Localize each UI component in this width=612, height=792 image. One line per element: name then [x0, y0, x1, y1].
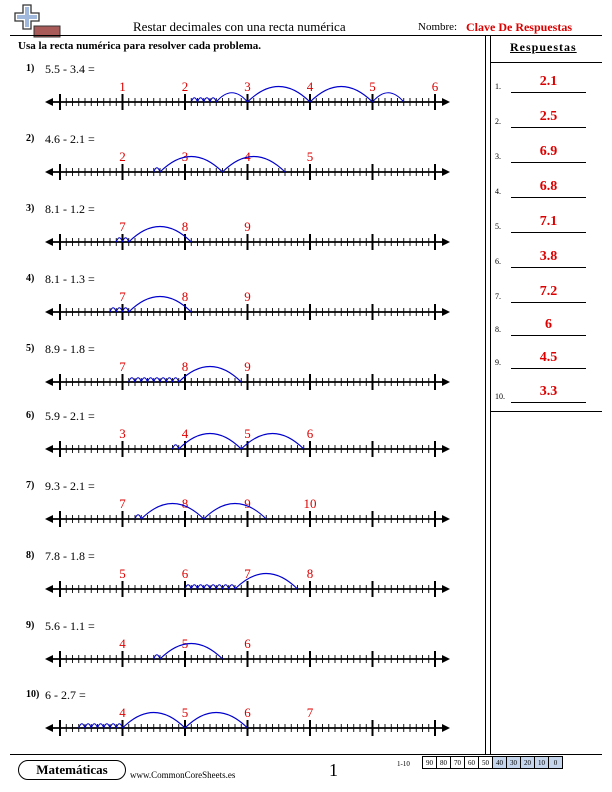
answer-value: 7.2 [539, 284, 558, 299]
problem-expression: 8.1 - 1.3 = [45, 272, 95, 286]
axis-arrow-right [442, 98, 450, 106]
subject-badge: Matemáticas [18, 760, 126, 780]
number-line [0, 549, 485, 609]
number-line [0, 132, 485, 192]
axis-arrow-left [45, 515, 53, 523]
answer-value: 2.5 [539, 109, 558, 124]
number-line [0, 272, 485, 332]
score-cell: 80 [437, 757, 451, 769]
answer-number: 9. [495, 358, 501, 367]
answer-row [491, 74, 602, 94]
problem-expression: 5.6 - 1.1 = [45, 619, 95, 633]
answer-line [511, 92, 586, 93]
logo-icon [14, 4, 62, 38]
problem-6 [0, 409, 485, 479]
score-cell: 0 [549, 757, 563, 769]
answer-line [511, 197, 586, 198]
tick-label: 7 [306, 705, 314, 720]
problem-9 [0, 619, 485, 689]
answer-row [491, 350, 602, 370]
tick-label: 2 [181, 79, 189, 94]
problem-number: 7) [26, 480, 35, 491]
problem-8 [0, 549, 485, 619]
number-line [0, 409, 485, 469]
tick-label: 5 [244, 426, 251, 441]
tick-label: 7 [119, 359, 126, 374]
page-number: 1 [329, 760, 338, 780]
axis-arrow-right [442, 308, 450, 316]
axis-arrow-left [45, 378, 53, 386]
axis-arrow-right [442, 585, 450, 593]
tick-label: 3 [119, 426, 126, 441]
answer-row [491, 249, 602, 269]
answer-number: 4. [495, 187, 501, 196]
tick-label: 8 [181, 219, 189, 234]
answer-line [511, 232, 586, 233]
axis-arrow-left [45, 308, 53, 316]
answer-row [491, 179, 602, 199]
answer-value: 3.8 [539, 249, 558, 264]
problem-number: 2) [26, 133, 35, 144]
score-cell: 90 [423, 757, 437, 769]
answer-row [491, 317, 602, 337]
problem-number: 5) [26, 343, 35, 354]
tick-label: 7 [119, 289, 126, 304]
tick-label: 3 [244, 79, 251, 94]
problem-10 [0, 688, 485, 758]
score-table [422, 756, 563, 769]
problem-number: 6) [26, 410, 35, 421]
number-line [0, 619, 485, 679]
axis-arrow-left [45, 98, 53, 106]
problem-expression: 5.9 - 2.1 = [45, 409, 95, 423]
tick-label: 8 [181, 289, 189, 304]
answer-line [511, 127, 586, 128]
number-line [0, 202, 485, 262]
tick-label: 6 [244, 705, 251, 720]
answer-value: 2.1 [539, 74, 558, 89]
answer-row [491, 384, 602, 404]
tick-label: 4 [119, 636, 126, 651]
axis-arrow-right [442, 655, 450, 663]
problem-expression: 7.8 - 1.8 = [45, 549, 95, 563]
answer-line [511, 368, 586, 369]
problem-2 [0, 132, 485, 202]
axis-arrow-right [442, 238, 450, 246]
answer-number: 1. [495, 82, 501, 91]
worksheet-title: Restar decimales con una recta numérica [133, 19, 346, 34]
tick-label: 7 [119, 496, 126, 511]
axis-arrow-right [442, 445, 450, 453]
problem-expression: 8.1 - 1.2 = [45, 202, 95, 216]
axis-arrow-right [442, 515, 450, 523]
answer-value: 6.8 [539, 179, 558, 194]
problem-number: 10) [26, 689, 40, 700]
problem-4 [0, 272, 485, 342]
answer-value: 6 [545, 317, 552, 332]
tick-label: 4 [119, 705, 126, 720]
tick-label: 5 [181, 636, 189, 651]
problem-expression: 6 - 2.7 = [45, 688, 86, 702]
tick-label: 6 [306, 426, 314, 441]
answer-value: 4.5 [539, 350, 558, 365]
tick-label: 9 [244, 219, 251, 234]
tick-label: 5 [181, 705, 189, 720]
answer-row [491, 284, 602, 304]
answers-title: Respuestas [510, 40, 577, 54]
instruction-text: Usa la recta numérica para resolver cada problema. [18, 40, 261, 52]
tick-label: 5 [306, 149, 314, 164]
answer-row [491, 214, 602, 234]
axis-arrow-right [442, 378, 450, 386]
score-cell: 70 [451, 757, 465, 769]
score-cell: 40 [493, 757, 507, 769]
name-label: Nombre: [418, 21, 458, 33]
answer-number: 7. [495, 292, 501, 301]
tick-label: 9 [244, 289, 251, 304]
answer-value: 3.3 [539, 384, 558, 399]
tick-label: 10 [303, 496, 317, 511]
answer-number: 3. [495, 152, 501, 161]
answer-value: 6.9 [539, 144, 558, 159]
problem-3 [0, 202, 485, 272]
score-cell: 10 [535, 757, 549, 769]
problem-number: 8) [26, 550, 35, 561]
problem-expression: 8.9 - 1.8 = [45, 342, 95, 356]
answer-number: 5. [495, 222, 501, 231]
tick-label: 7 [119, 219, 126, 234]
score-range: 1-10 [397, 760, 410, 768]
tick-label: 6 [431, 79, 439, 94]
tick-label: 2 [119, 149, 126, 164]
answer-number: 10. [495, 392, 505, 401]
tick-label: 8 [181, 496, 189, 511]
problem-1 [0, 62, 485, 132]
tick-label: 4 [244, 149, 251, 164]
tick-label: 6 [181, 566, 189, 581]
axis-arrow-left [45, 585, 53, 593]
answer-row [491, 144, 602, 164]
problem-5 [0, 342, 485, 412]
answer-line [511, 162, 586, 163]
axis-arrow-right [442, 168, 450, 176]
tick-label: 8 [306, 566, 314, 581]
number-line [0, 688, 485, 748]
axis-arrow-left [45, 655, 53, 663]
answer-line [511, 302, 586, 303]
tick-label: 4 [306, 79, 314, 94]
site-url[interactable]: www.CommonCoreSheets.es [130, 770, 236, 780]
jump-arc [216, 93, 247, 102]
answer-line [511, 335, 586, 336]
problem-expression: 5.5 - 3.4 = [45, 62, 95, 76]
axis-arrow-left [45, 445, 53, 453]
score-cell: 50 [479, 757, 493, 769]
answer-number: 8. [495, 325, 501, 334]
header-rule [10, 35, 602, 36]
footer-rule [10, 754, 602, 755]
answer-line [511, 402, 586, 403]
score-cell: 30 [507, 757, 521, 769]
answer-number: 6. [495, 257, 501, 266]
jump-arc [373, 93, 404, 102]
problem-number: 3) [26, 203, 35, 214]
number-line [0, 479, 485, 539]
tick-label: 3 [181, 149, 189, 164]
tick-label: 6 [244, 636, 251, 651]
problem-number: 4) [26, 273, 35, 284]
number-line [0, 62, 485, 122]
axis-arrow-right [442, 724, 450, 732]
answer-line [511, 267, 586, 268]
answer-row [491, 109, 602, 129]
tick-label: 5 [119, 566, 126, 581]
axis-arrow-left [45, 168, 53, 176]
tick-label: 5 [369, 79, 376, 94]
problem-7 [0, 479, 485, 549]
problem-number: 1) [26, 63, 35, 74]
score-cell: 20 [521, 757, 535, 769]
number-line [0, 342, 485, 402]
name-value: Clave De Respuestas [466, 20, 572, 34]
tick-label: 9 [244, 359, 251, 374]
answer-value: 7.1 [539, 214, 558, 229]
problem-number: 9) [26, 620, 35, 631]
tick-label: 8 [181, 359, 189, 374]
score-cell: 60 [465, 757, 479, 769]
axis-arrow-left [45, 238, 53, 246]
answer-number: 2. [495, 117, 501, 126]
problem-expression: 9.3 - 2.1 = [45, 479, 95, 493]
tick-label: 1 [119, 79, 126, 94]
axis-arrow-left [45, 724, 53, 732]
tick-label: 9 [244, 496, 251, 511]
tick-label: 4 [181, 426, 189, 441]
problem-expression: 4.6 - 2.1 = [45, 132, 95, 146]
tick-label: 7 [244, 566, 251, 581]
